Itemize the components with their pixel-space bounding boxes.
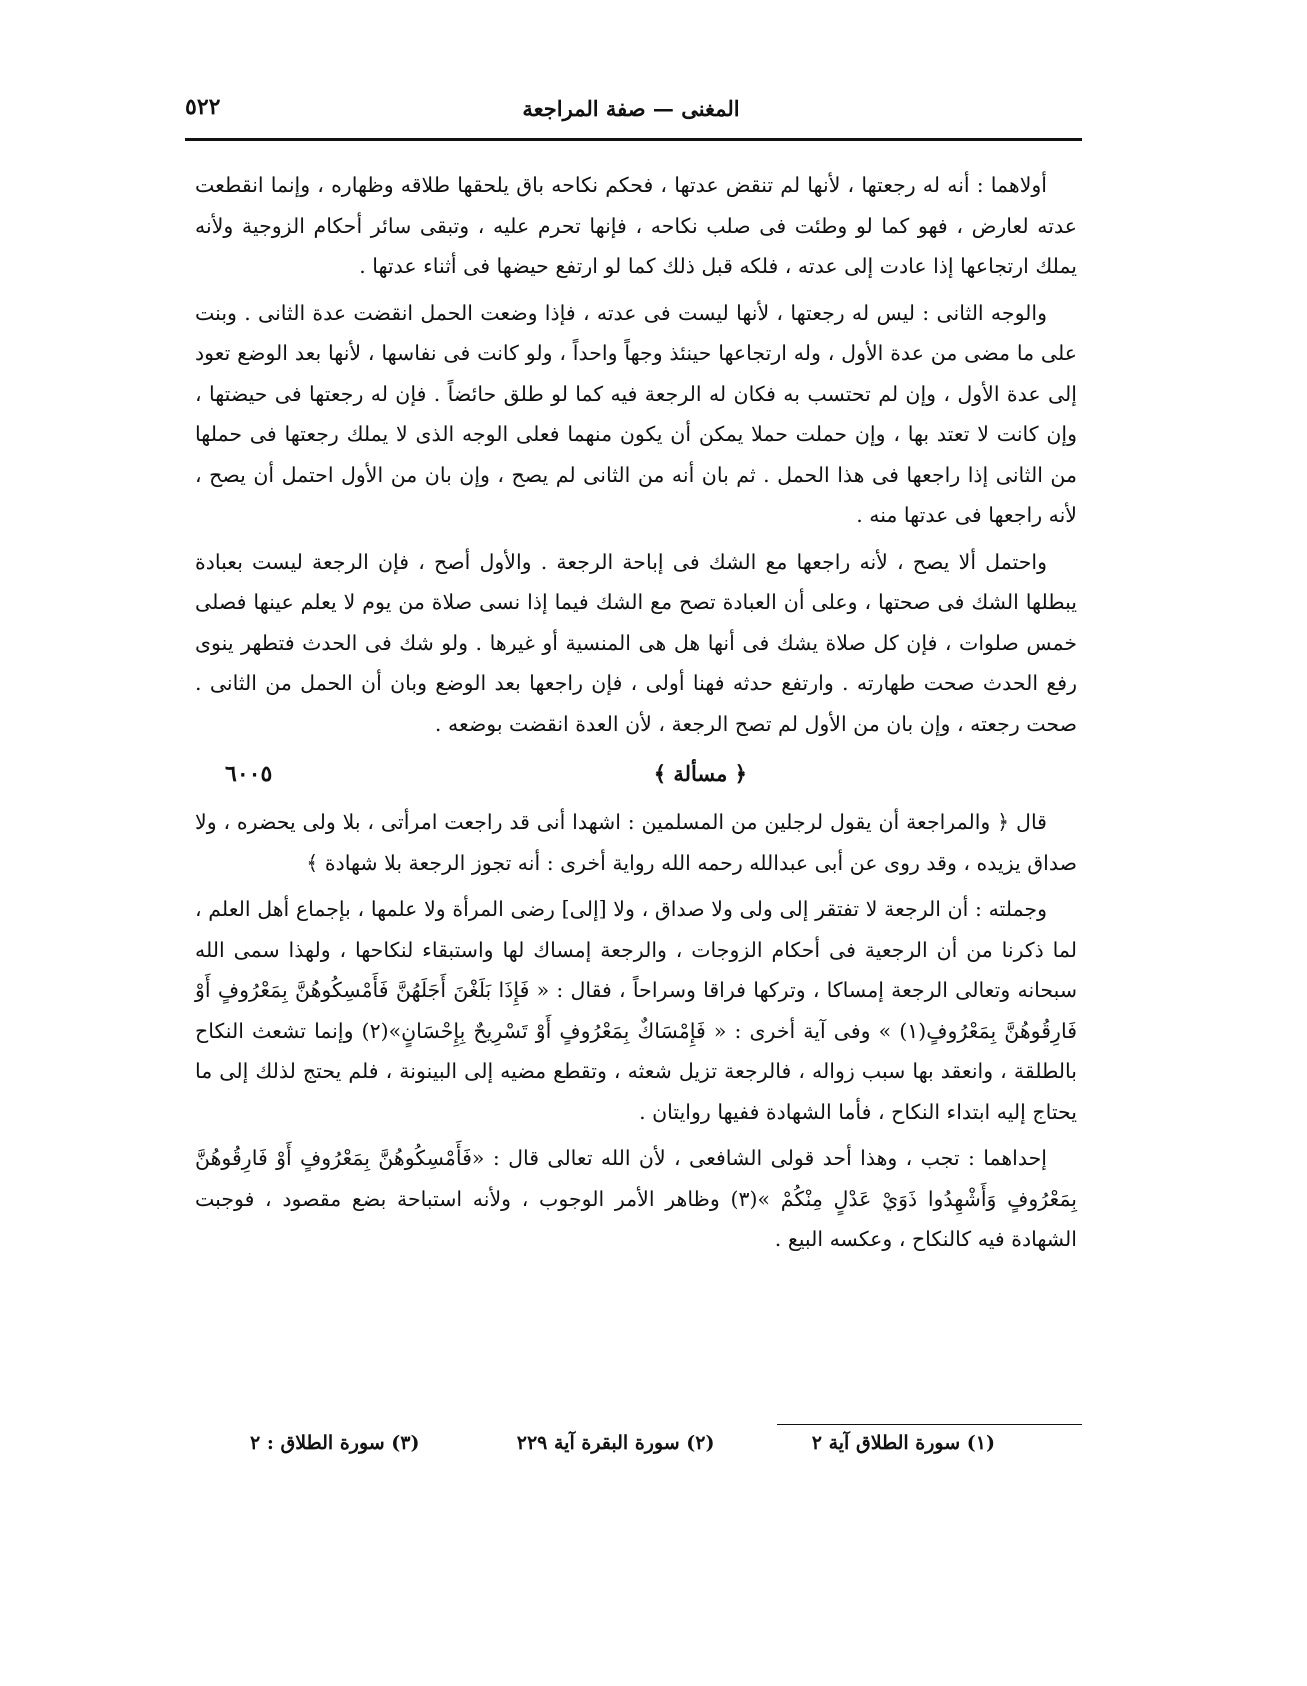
footnote: (٣) سورة الطلاق : ٢	[250, 1432, 420, 1454]
section-number: ٦٠٠٥	[225, 761, 273, 787]
header-rule	[185, 138, 1082, 141]
paragraph: والوجه الثانى : ليس له رجعتها ، لأنها ليست فى عدته ، فإذا وضعت الحمل انقضت عدة الثانى . وبنت على ما مضى من عدة الأول ، وله ارتجاعها حينئذ وجهاً واحداً ، ولو كانت فى نفاسها ، لأنها بعد الوضع تعود إلى عدة الأول ، وإن لم تحتسب به فكان له الرجعة فيه كما لو طلق حائضاً . فإن له رجعتها فى حيضتها ، وإن كانت لا تعتد بها ، وإن حملت حملا يمكن أن يكون منهما فعلى الوجه الذى لا يملك رجعتها فى حملها من الثانى إذا راجعها فى هذا الحمل . ثم بان أنه من الثانى لم يصح ، وإن بان من الأول احتمل أن يصح ، لأنه راجعها فى عدتها منه .	[195, 300, 1077, 527]
footnote: (٢) سورة البقرة آية ٢٢٩	[516, 1432, 715, 1454]
paragraph: أولاهما : أنه له رجعتها ، لأنها لم تنقض عدتها ، فحكم نكاحه باق يلحقها طلاقه وظهاره ، وإنما انقطعت عدته لعارض ، فهو كما لو وطئت فى صلب نكاحه ، فإنها تحرم عليه ، وتبقى سائر أحكام الزوجية ولأنه يملك ارتجاعها إذا عادت إلى عدته ، فلكه قبل ذلك كما لو ارتفع حيضها فى أثناء عدتها .	[195, 173, 1077, 278]
paragraph: واحتمل ألا يصح ، لأنه راجعها مع الشك فى إباحة الرجعة . والأول أصح ، فإن الرجعة ليست بعبادة يبطلها الشك فى صحتها ، وعلى أن العبادة تصح مع الشك فيما إذا نسى صلاة من يوم لا يعلم عينها فصلى خمس صلوات ، فإن كل صلاة يشك فى أنها هل هى المنسية أو غيرها . ولو شك فى الحدث فتطهر ينوى رفع الحدث صحت طهارته . وارتفع حدثه فهنا أولى ، فإن راجعها بعد الوضع وبان أن الحمل من الثانى . صحت رجعته ، وإن بان من الأول لم تصح الرجعة ، لأن العدة انقضت بوضعه .	[195, 549, 1077, 736]
running-title: المغنى — صفة المراجعة	[522, 96, 740, 121]
page-number: ٥٢٢	[185, 94, 221, 120]
page-body	[195, 165, 1077, 1266]
section-heading	[195, 750, 1077, 798]
paragraph: وجملته : أن الرجعة لا تفتقر إلى ولى ولا صداق ، ولا [إلى] رضى المرأة ولا علمها ، بإجماع أهل العلم ، لما ذكرنا من أن الرجعية فى أحكام الزوجات ، والرجعة إمساك لها واستبقاء لنكاحها ، ولهذا سمى الله سبحانه وتعالى الرجعة إمساكا ، وتركها فراقا وسراحاً ، فقال : « فَإِذَا بَلَغْنَ أَجَلَهُنَّ فَأَمْسِكُوهُنَّ بِمَعْرُوفٍ أَوْ فَارِقُوهُنَّ بِمَعْرُوفٍ(١) » وفى آية أخرى : « فَإِمْسَاكٌ بِمَعْرُوفٍ أَوْ تَسْرِيحٌ بِإِحْسَانٍ»(٢) وإنما تشعث النكاح بالطلقة ، وانعقد بها سبب زواله ، فالرجعة تزيل شعثه ، وتقطع مضيه إلى البينونة ، فلم يحتج لذلك إلى ما يحتاج إليه ابتداء النكاح ، فأما الشهادة ففيها روايتان .	[195, 897, 1077, 1124]
page-header	[185, 86, 1077, 136]
footnote-rule	[777, 1424, 1082, 1425]
section-label: ﴿ مسألة ﴾	[653, 761, 747, 786]
footnote: (١) سورة الطلاق آية ٢	[811, 1432, 995, 1454]
paragraph: قال ﴿ والمراجعة أن يقول لرجلين من المسلمين : اشهدا أنى قد راجعت امرأتى ، بلا ولى يحضره ، ولا صداق يزيده ، وقد روى عن أبى عبدالله رحمه الله رواية أخرى : أنه تجوز الرجعة بلا شهادة ﴾	[195, 810, 1077, 875]
paragraph: إحداهما : تجب ، وهذا أحد قولى الشافعى ، لأن الله تعالى قال : «فَأَمْسِكُوهُنَّ بِمَعْرُوفٍ أَوْ فَارِقُوهُنَّ بِمَعْرُوفٍ وَأَشْهِدُوا ذَوَيْ عَدْلٍ مِنْكُمْ »(٣) وظاهر الأمر الوجوب ، ولأنه استباحة بضع مقصود ، فوجبت الشهادة فيه كالنكاح ، وعكسه البيع .	[195, 1146, 1078, 1251]
footnotes	[250, 1432, 995, 1454]
